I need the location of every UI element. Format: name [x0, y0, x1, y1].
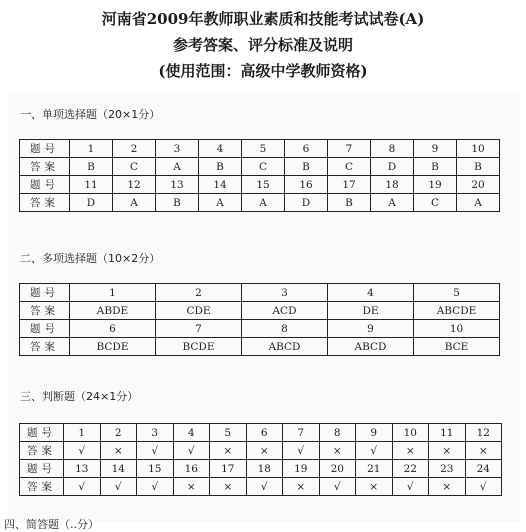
question-number-cell: 9: [328, 320, 414, 338]
answer-cell: ×: [283, 478, 320, 496]
question-number-cell: 20: [319, 460, 356, 478]
question-number-cell: 22: [392, 460, 429, 478]
row-label-answer: 答案: [20, 158, 70, 176]
answer-cell: √: [137, 478, 174, 496]
true-false-answer-table: [19, 423, 502, 496]
answer-cell: ABDE: [70, 302, 156, 320]
answer-row: [20, 478, 502, 496]
answer-cell: C: [328, 158, 371, 176]
row-label-answer: 答案: [20, 338, 70, 356]
answer-row: [20, 442, 502, 460]
answer-cell: ×: [100, 442, 137, 460]
answer-cell: BCE: [414, 338, 500, 356]
answer-cell: CDE: [156, 302, 242, 320]
answer-cell: ×: [319, 442, 356, 460]
question-number-row: [20, 320, 500, 338]
question-number-row: [20, 424, 502, 442]
question-number-cell: 12: [465, 424, 502, 442]
answer-cell: √: [64, 478, 101, 496]
question-number-cell: 4: [199, 140, 242, 158]
answer-cell: √: [173, 442, 210, 460]
answer-cell: D: [371, 158, 414, 176]
row-label-answer: 答案: [20, 478, 64, 496]
answer-row: [20, 338, 500, 356]
question-number-cell: 23: [429, 460, 466, 478]
question-number-cell: 19: [414, 176, 457, 194]
question-number-cell: 11: [429, 424, 466, 442]
section-heading-multiple-choice: 二、多项选择题（10×2分）: [20, 252, 161, 265]
document-scope: (使用范围：高级中学教师资格): [158, 62, 368, 80]
answer-cell: √: [283, 442, 320, 460]
answer-cell: B: [156, 194, 199, 212]
answer-cell: C: [414, 194, 457, 212]
answer-cell: D: [70, 194, 113, 212]
question-number-cell: 8: [319, 424, 356, 442]
question-number-cell: 21: [356, 460, 393, 478]
question-number-row: [20, 460, 502, 478]
answer-cell: A: [156, 158, 199, 176]
answer-cell: A: [242, 194, 285, 212]
question-number-cell: 10: [414, 320, 500, 338]
question-number-cell: 17: [328, 176, 371, 194]
question-number-cell: 5: [414, 284, 500, 302]
question-number-row: [20, 176, 500, 194]
question-number-cell: 16: [285, 176, 328, 194]
document-subtitle: 参考答案、评分标准及说明: [172, 36, 353, 54]
answer-cell: B: [285, 158, 328, 176]
section-heading-short-answer-partial: 四、简答题（..分）: [4, 518, 99, 531]
question-number-cell: 7: [283, 424, 320, 442]
question-number-cell: 12: [113, 176, 156, 194]
question-number-cell: 7: [156, 320, 242, 338]
answer-cell: A: [457, 194, 500, 212]
question-number-cell: 2: [100, 424, 137, 442]
answer-cell: ×: [210, 478, 247, 496]
answer-cell: ×: [210, 442, 247, 460]
question-number-cell: 10: [457, 140, 500, 158]
answer-row: [20, 194, 500, 212]
answer-row: [20, 302, 500, 320]
answer-cell: ABCD: [242, 338, 328, 356]
answer-cell: ABCDE: [414, 302, 500, 320]
row-label-question-number: 题号: [20, 176, 70, 194]
question-number-cell: 1: [70, 140, 113, 158]
document-title: 河南省2009年教师职业素质和技能考试试卷(A): [101, 10, 425, 28]
answer-cell: C: [113, 158, 156, 176]
answer-cell: √: [465, 478, 502, 496]
question-number-cell: 14: [100, 460, 137, 478]
question-number-cell: 8: [242, 320, 328, 338]
question-number-cell: 18: [246, 460, 283, 478]
answer-cell: B: [414, 158, 457, 176]
answer-cell: ×: [465, 442, 502, 460]
answer-cell: B: [328, 194, 371, 212]
answer-cell: C: [242, 158, 285, 176]
question-number-cell: 6: [246, 424, 283, 442]
question-number-cell: 9: [414, 140, 457, 158]
row-label-question-number: 题号: [20, 320, 70, 338]
question-number-row: [20, 284, 500, 302]
answer-cell: ACD: [242, 302, 328, 320]
section-heading-single-choice: 一、单项选择题（20×1分）: [20, 108, 161, 121]
question-number-cell: 1: [70, 284, 156, 302]
row-label-question-number: 题号: [20, 284, 70, 302]
question-number-row: [20, 140, 500, 158]
row-label-answer: 答案: [20, 442, 64, 460]
answer-cell: A: [371, 194, 414, 212]
answer-cell: ×: [429, 442, 466, 460]
answer-cell: D: [285, 194, 328, 212]
section-heading-true-false: 三、判断题（24×1分）: [20, 390, 139, 403]
answer-cell: √: [100, 478, 137, 496]
answer-cell: ×: [173, 478, 210, 496]
answer-cell: DE: [328, 302, 414, 320]
single-choice-answer-table: [19, 139, 500, 212]
row-label-question-number: 题号: [20, 460, 64, 478]
answer-cell: √: [319, 478, 356, 496]
question-number-cell: 5: [242, 140, 285, 158]
answer-row: [20, 158, 500, 176]
question-number-cell: 8: [371, 140, 414, 158]
question-number-cell: 5: [210, 424, 247, 442]
question-number-cell: 11: [70, 176, 113, 194]
multiple-choice-answer-table: [19, 283, 500, 356]
row-label-question-number: 题号: [20, 424, 64, 442]
answer-cell: A: [199, 194, 242, 212]
answer-cell: √: [246, 478, 283, 496]
answer-cell: B: [70, 158, 113, 176]
answer-cell: √: [64, 442, 101, 460]
row-label-answer: 答案: [20, 194, 70, 212]
answer-cell: √: [356, 442, 393, 460]
answer-cell: ABCD: [328, 338, 414, 356]
question-number-cell: 16: [173, 460, 210, 478]
question-number-cell: 6: [285, 140, 328, 158]
question-number-cell: 18: [371, 176, 414, 194]
question-number-cell: 4: [328, 284, 414, 302]
question-number-cell: 6: [70, 320, 156, 338]
row-label-question-number: 题号: [20, 140, 70, 158]
question-number-cell: 13: [64, 460, 101, 478]
question-number-cell: 9: [356, 424, 393, 442]
question-number-cell: 24: [465, 460, 502, 478]
answer-cell: B: [199, 158, 242, 176]
question-number-cell: 14: [199, 176, 242, 194]
answer-cell: ×: [429, 478, 466, 496]
question-number-cell: 20: [457, 176, 500, 194]
question-number-cell: 3: [156, 140, 199, 158]
answer-cell: ×: [246, 442, 283, 460]
answer-cell: BCDE: [156, 338, 242, 356]
answer-cell: BCDE: [70, 338, 156, 356]
row-label-answer: 答案: [20, 302, 70, 320]
question-number-cell: 17: [210, 460, 247, 478]
answer-cell: ×: [356, 478, 393, 496]
question-number-cell: 19: [283, 460, 320, 478]
answer-cell: ×: [392, 442, 429, 460]
answer-cell: A: [113, 194, 156, 212]
question-number-cell: 7: [328, 140, 371, 158]
question-number-cell: 13: [156, 176, 199, 194]
answer-cell: √: [137, 442, 174, 460]
answer-cell: √: [392, 478, 429, 496]
question-number-cell: 2: [156, 284, 242, 302]
question-number-cell: 3: [242, 284, 328, 302]
question-number-cell: 10: [392, 424, 429, 442]
question-number-cell: 3: [137, 424, 174, 442]
answer-cell: B: [457, 158, 500, 176]
question-number-cell: 1: [64, 424, 101, 442]
question-number-cell: 4: [173, 424, 210, 442]
question-number-cell: 15: [242, 176, 285, 194]
question-number-cell: 15: [137, 460, 174, 478]
question-number-cell: 2: [113, 140, 156, 158]
